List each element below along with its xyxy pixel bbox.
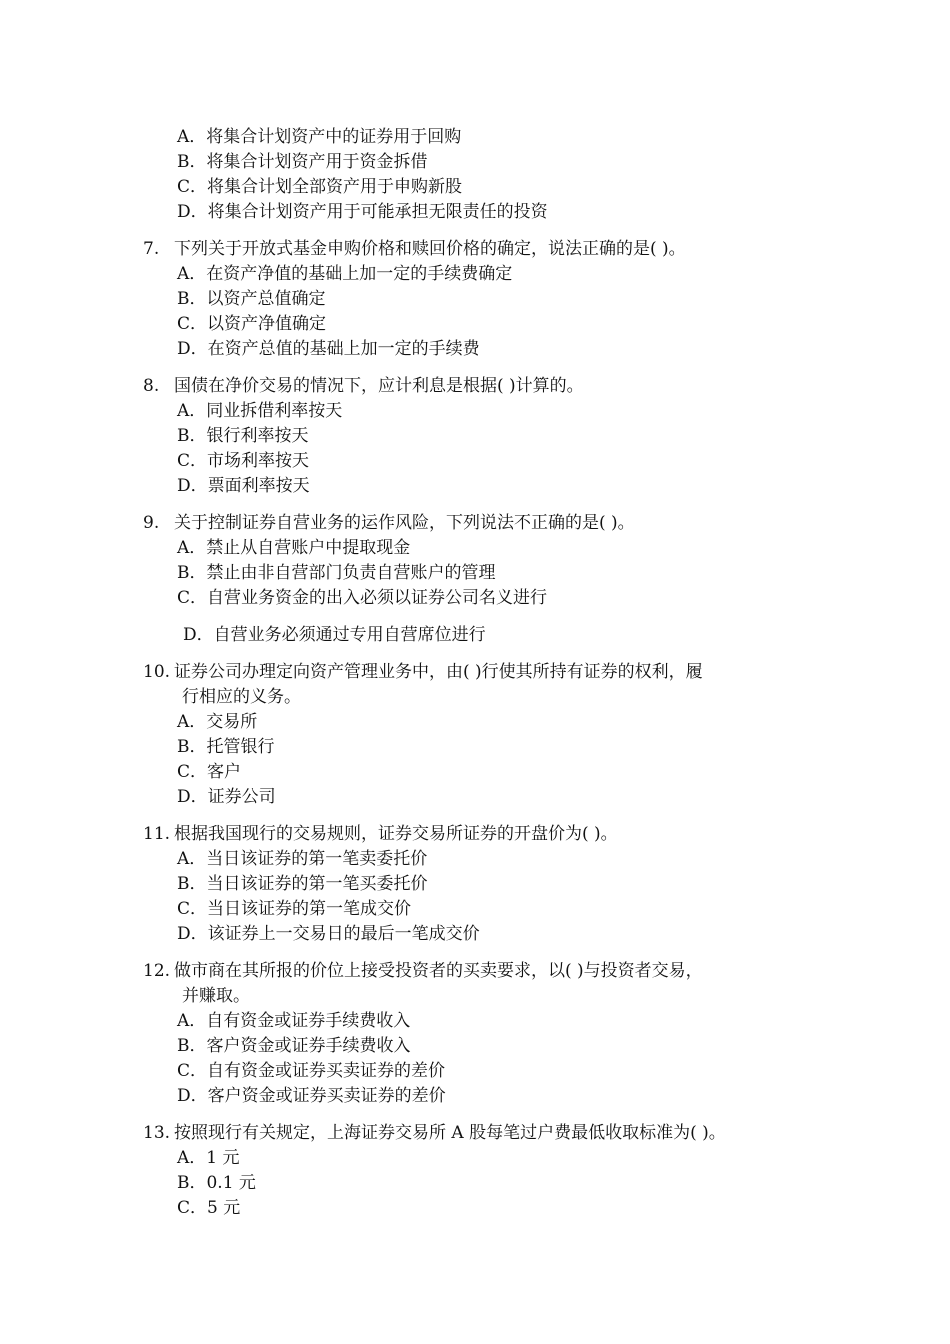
question-8-option-c: C．市场利率按天 xyxy=(177,451,310,471)
question-8-option-a: A．同业拆借利率按天 xyxy=(177,401,343,421)
question-12-option-a: A．自有资金或证券手续费收入 xyxy=(177,1011,411,1031)
question-10-option-b: B．托管银行 xyxy=(177,737,275,757)
question-9-option-c: C．自营业务资金的出入必须以证券公司名义进行 xyxy=(177,588,548,608)
question-8-number: 8. xyxy=(143,376,160,396)
question-13-option-b: B．0.1 元 xyxy=(177,1173,256,1193)
question-10-option-a: A．交易所 xyxy=(177,712,258,732)
question-11-option-b: B．当日该证券的第一笔买委托价 xyxy=(177,874,428,894)
question-11-number: 11. xyxy=(143,824,171,844)
question-10-text-continued: 行相应的义务。 xyxy=(182,687,301,707)
question-8-option-d: D．票面利率按天 xyxy=(177,476,310,496)
question-8-option-b: B．银行利率按天 xyxy=(177,426,309,446)
question-7-number: 7. xyxy=(143,239,160,259)
question-13-text: 按照现行有关规定，上海证券交易所 A 股每笔过户费最低收取标准为( )。 xyxy=(174,1123,726,1143)
question-7-option-d: D．在资产总值的基础上加一定的手续费 xyxy=(177,339,480,359)
question-11-option-a: A．当日该证券的第一笔卖委托价 xyxy=(177,849,428,869)
question-9-option-d: D．自营业务必须通过专用自营席位进行 xyxy=(183,625,486,645)
question-10-option-c: C．客户 xyxy=(177,762,242,782)
question-11-text: 根据我国现行的交易规则，证券交易所证券的开盘价为( )。 xyxy=(174,824,618,844)
option-prev-b: B．将集合计划资产用于资金拆借 xyxy=(177,152,428,172)
question-12-number: 12. xyxy=(143,961,171,981)
question-7-option-a: A．在资产净值的基础上加一定的手续费确定 xyxy=(177,264,513,284)
question-10-option-d: D．证券公司 xyxy=(177,787,276,807)
question-13-option-c: C．5 元 xyxy=(177,1198,241,1218)
question-10-number: 10. xyxy=(143,662,171,682)
option-prev-a: A．将集合计划资产中的证券用于回购 xyxy=(177,127,462,147)
question-9-number: 9. xyxy=(143,513,160,533)
question-9-text: 关于控制证券自营业务的运作风险，下列说法不正确的是( )。 xyxy=(174,513,635,533)
question-12-option-d: D．客户资金或证券买卖证券的差价 xyxy=(177,1086,446,1106)
question-12-text: 做市商在其所报的价位上接受投资者的买卖要求，以( )与投资者交易， xyxy=(174,961,703,981)
option-prev-d: D．将集合计划资产用于可能承担无限责任的投资 xyxy=(177,202,548,222)
question-13-option-a: A．1 元 xyxy=(177,1148,240,1168)
question-12-option-c: C．自有资金或证券买卖证券的差价 xyxy=(177,1061,446,1081)
question-10-text: 证券公司办理定向资产管理业务中，由( )行使其所持有证券的权利，履 xyxy=(174,662,703,682)
question-7-option-b: B．以资产总值确定 xyxy=(177,289,326,309)
question-11-option-c: C．当日该证券的第一笔成交价 xyxy=(177,899,412,919)
question-13-number: 13. xyxy=(143,1123,171,1143)
question-12-option-b: B．客户资金或证券手续费收入 xyxy=(177,1036,411,1056)
question-11-option-d: D．该证券上一交易日的最后一笔成交价 xyxy=(177,924,480,944)
question-7-text: 下列关于开放式基金申购价格和赎回价格的确定，说法正确的是( )。 xyxy=(174,239,686,259)
question-8-text: 国债在净价交易的情况下，应计利息是根据( )计算的。 xyxy=(174,376,584,396)
option-prev-c: C．将集合计划全部资产用于申购新股 xyxy=(177,177,463,197)
question-9-option-b: B．禁止由非自营部门负责自营账户的管理 xyxy=(177,563,496,583)
question-7-option-c: C．以资产净值确定 xyxy=(177,314,327,334)
question-9-option-a: A．禁止从自营账户中提取现金 xyxy=(177,538,411,558)
question-12-text-continued: 并赚取。 xyxy=(182,986,250,1006)
